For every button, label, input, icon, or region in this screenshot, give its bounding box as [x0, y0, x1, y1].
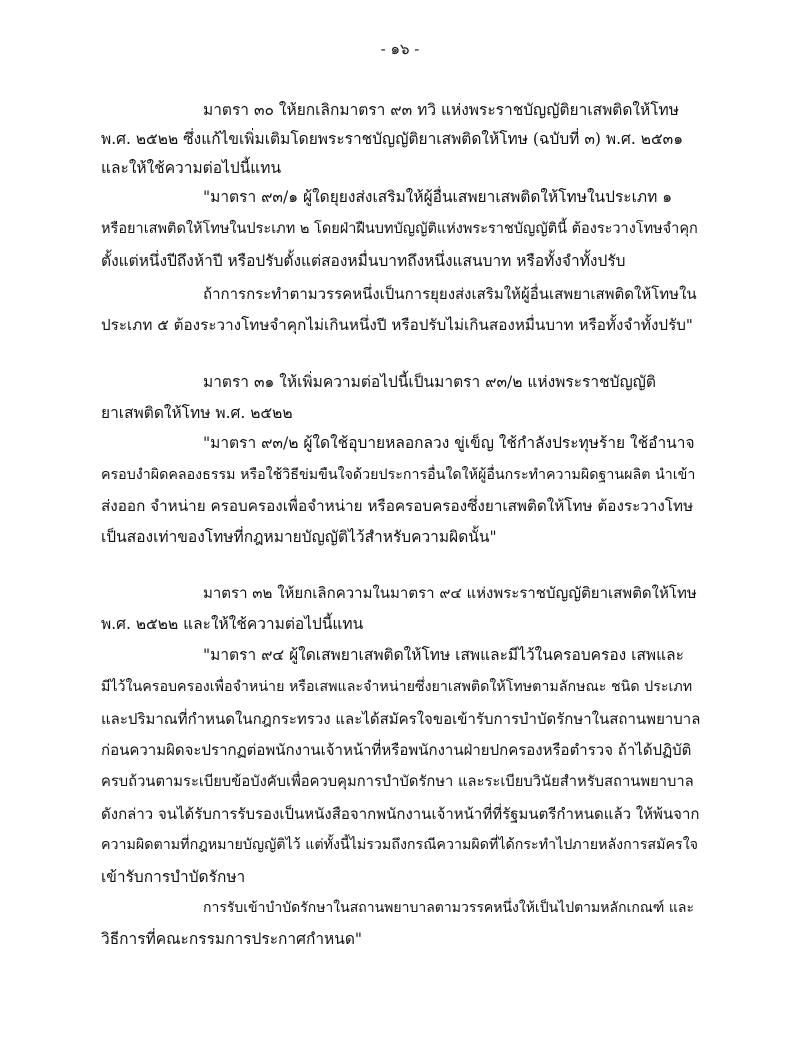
section-30-line-5: หรือยาเสพติดให้โทษในประเภท ๒ โดยฝ่าฝืนบทบัญญัติแห่งพระราชบัญญัตินี้ ต้องระวางโทษจำคุก [101, 221, 698, 237]
section-32-line-9: ความผิดตามที่กฎหมายบัญญัติไว้ แต่ทั้งนี้ไม่รวมถึงกรณีความผิดที่ได้กระทำไปภายหลังการสมัครใจ [101, 837, 699, 853]
section-31-line-6: เป็นสองเท่าของโทษที่กฎหมายบัญญัติไว้สำหรับความผิดนั้น" [101, 528, 497, 546]
section-30-line-4: "มาตรา ๙๓/๑ ผู้ใดยุยงส่งเสริมให้ผู้อื่นเสพยาเสพติดให้โทษในประเภท ๑ [203, 188, 673, 206]
page-number: - ๑๖ - [380, 40, 420, 58]
section-32-line-7: ครบถ้วนตามระเบียบข้อบังคับเพื่อควบคุมการบำบัดรักษา และระเบียบวินัยสำหรับสถานพยาบาล [101, 773, 694, 790]
section-32-line-2: พ.ศ. ๒๕๒๒ และให้ใช้ความต่อไปนี้แทน [101, 615, 364, 633]
section-31-line-4: ครอบงำผิดคลองธรรม หรือใช้วิธีข่มขืนใจด้วยประการอื่นใดให้ผู้อื่นกระทำความผิดฐานผลิต นำเข้า [101, 467, 696, 483]
section-32-line-10: เข้ารับการบำบัดรักษา [101, 868, 246, 886]
section-32-line-3: "มาตรา ๙๔ ผู้ใดเสพยาเสพติดให้โทษ เสพและมีไว้ในครอบครอง เสพและ [203, 646, 684, 664]
section-31-line-1: มาตรา ๓๑ ให้เพิ่มความต่อไปนี้เป็นมาตรา ๙๓/๒ แห่งพระราชบัญญัติ [203, 373, 656, 391]
section-30-line-6: ตั้งแต่หนึ่งปีถึงห้าปี หรือปรับตั้งแต่สองหมื่นบาทถึงหนึ่งแสนบาท หรือทั้งจำทั้งปรับ [101, 252, 626, 270]
section-32-line-6: ก่อนความผิดจะปรากฏต่อพนักงานเจ้าหน้าที่หรือพนักงานฝ่ายปกครองหรือตำรวจ ถ้าได้ปฏิบัติ [101, 741, 692, 759]
section-30-line-1: มาตรา ๓๐ ให้ยกเลิกมาตรา ๙๓ ทวิ แห่งพระราชบัญญัติยาเสพติดให้โทษ [203, 101, 679, 119]
section-30-line-7: ถ้าการกระทำตามวรรคหนึ่งเป็นการยุยงส่งเสริมให้ผู้อื่นเสพยาเสพติดให้โทษใน [203, 285, 697, 303]
section-31-line-5: ส่งออก จำหน่าย ครอบครองเพื่อจำหน่าย หรือครอบครองซึ่งยาเสพติดให้โทษ ต้องระวางโทษ [101, 497, 694, 515]
section-31-line-2: ยาเสพติดให้โทษ พ.ศ. ๒๕๒๒ [101, 404, 293, 422]
section-32-line-1: มาตรา ๓๒ ให้ยกเลิกความในมาตรา ๙๔ แห่งพระราชบัญญัติยาเสพติดให้โทษ [203, 584, 697, 602]
section-32-line-8: ดังกล่าว จนได้รับการรับรองเป็นหนังสือจากพนักงานเจ้าหน้าที่ที่รัฐมนตรีกำหนดแล้ว ให้พ้นจาก [101, 805, 700, 823]
section-32-line-12: วิธีการที่คณะกรรมการประกาศกำหนด" [101, 930, 363, 948]
section-30-line-8: ประเภท ๕ ต้องระวางโทษจำคุกไม่เกินหนึ่งปี หรือปรับไม่เกินสองหมื่นบาท หรือทั้งจำทั้งปรับ" [101, 316, 693, 334]
section-32-line-11: การรับเข้าบำบัดรักษาในสถานพยาบาลตามวรรคหนึ่งให้เป็นไปตามหลักเกณฑ์ และ [203, 900, 694, 916]
section-32-line-5: และปริมาณที่กำหนดในกฎกระทรวง และได้สมัครใจขอเข้ารับการบำบัดรักษาในสถานพยาบาล [101, 710, 701, 728]
section-30-line-2: พ.ศ. ๒๕๒๒ ซึ่งแก้ไขเพิ่มเติมโดยพระราชบัญญัติยาเสพติดให้โทษ (ฉบับที่ ๓) พ.ศ. ๒๕๓๑ [101, 130, 684, 148]
section-32-line-4: มีไว้ในครอบครองเพื่อจำหน่าย หรือเสพและจำหน่ายซึ่งยาเสพติดให้โทษตามลักษณะ ชนิด ประเภท [101, 679, 693, 695]
section-31-line-3: "มาตรา ๙๓/๒ ผู้ใดใช้อุบายหลอกลวง ขู่เข็ญ ใช้กำลังประทุษร้าย ใช้อำนาจ [203, 434, 695, 452]
section-30-line-3: และให้ใช้ความต่อไปนี้แทน [101, 159, 282, 177]
